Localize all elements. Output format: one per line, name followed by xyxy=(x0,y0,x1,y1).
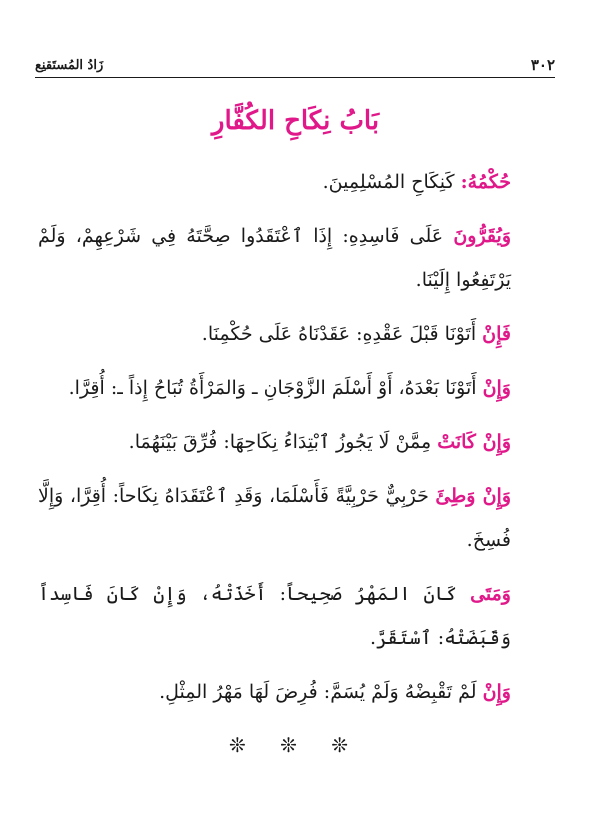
book-title: زَادُ المُستَقنِع xyxy=(35,57,104,73)
paragraph-text: أَتَوْنَا بَعْدَهُ، أَوْ أَسْلَمَ الزَّوْجَانِ ـ وَالمَرْأَةُ تُبَاحُ إِذاً ـ: أُقِرَّا. xyxy=(68,377,483,399)
paragraph xyxy=(38,420,547,464)
paragraph xyxy=(38,214,547,302)
paragraph-lead: حُكْمُهُ: xyxy=(460,171,511,193)
paragraph-text: لَمْ تَقْبِضْهُ وَلَمْ يُسَمَّ: فُرِضَ لَهَا مَهْرُ المِثْلِ. xyxy=(159,681,483,703)
running-header xyxy=(35,53,555,78)
paragraph-text: حَرْبِيٌّ حَرْبِيَّةً فَأَسْلَمَا، وَقَدِ ٱعْتَقَدَاهُ نِكَاحاً: أُقِرَّا، وَإِلَّا فُسِخَ. xyxy=(38,485,511,551)
paragraph-lead: وَإِنْ xyxy=(482,377,511,399)
page-body xyxy=(38,160,547,724)
paragraph-text: كَانَ المَهْرُ صَحِيحاً: أَخَذَتْهُ، وَإِنْ كَانَ فَاسِداً وَقَبَضَتْهُ: ٱسْتَقَرَّ. xyxy=(38,583,511,649)
paragraph xyxy=(38,474,547,562)
chapter-title: بَابُ نِكَاحِ الكُفَّارِ xyxy=(211,106,380,136)
paragraph-lead: وَإِنْ كَانَتْ xyxy=(437,431,511,453)
paragraph xyxy=(38,312,547,356)
paragraph-text: أَتَوْنَا قَبْلَ عَقْدِهِ: عَقَدْنَاهُ عَلَى حُكْمِنَا. xyxy=(201,323,483,345)
section-end-ornament: ❊ ❊ ❊ xyxy=(229,733,362,757)
paragraph xyxy=(38,160,547,204)
paragraph xyxy=(38,366,547,410)
paragraph-text: كَنِكَاحِ المُسْلِمِينَ. xyxy=(322,171,461,193)
paragraph-lead: وَإِنْ وَطِئَ xyxy=(435,485,511,507)
page-number: ٣٠٢ xyxy=(530,56,555,74)
paragraph-lead: وَيُقَرُّونَ xyxy=(453,225,511,247)
paragraph-lead: وَإِنْ xyxy=(482,681,511,703)
paragraph-lead: فَإِنْ xyxy=(482,323,511,345)
paragraph-lead: وَمَتَى xyxy=(470,583,511,605)
paragraph xyxy=(38,670,547,714)
paragraph-text: مِمَّنْ لَا يَجُوزُ ٱبْتِدَاءُ نِكَاحِهَا: فُرِّقَ بَيْنَهُمَا. xyxy=(128,431,438,453)
paragraph-text: عَلَى فَاسِدِهِ: إِذَا ٱعْتَقَدُوا صِحَّتَهُ فِي شَرْعِهِمْ، وَلَمْ يَرْتَفِعُوا إِلَيْنَا. xyxy=(38,225,511,291)
paragraph xyxy=(38,572,547,660)
